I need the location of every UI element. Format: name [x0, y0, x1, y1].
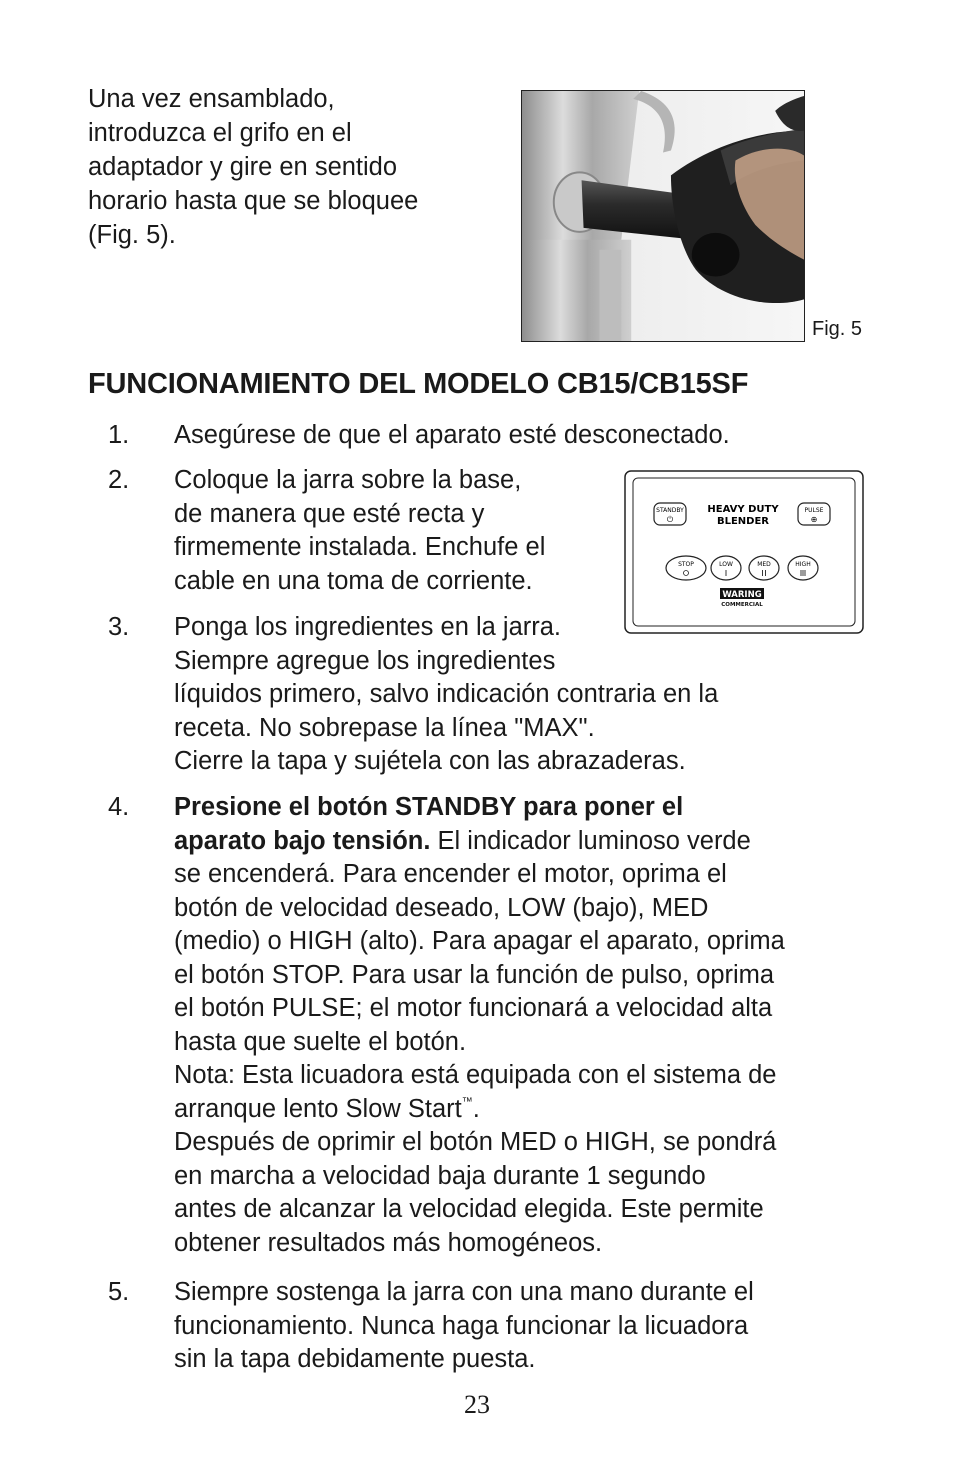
step-text — [174, 419, 730, 453]
standby-button — [654, 503, 686, 525]
svg-text:STOP: STOP — [678, 561, 694, 568]
step-text-span: El indicador luminoso verde — [430, 826, 751, 855]
step-number: 3. — [108, 613, 130, 641]
step-number: 2. — [108, 466, 130, 494]
pulse-button — [798, 503, 830, 525]
step-line: cable en una toma de corriente. — [174, 566, 533, 595]
intro-line: (Fig. 5). — [88, 221, 176, 249]
step-line: firmemente instalada. Enchufe el — [174, 533, 546, 561]
step-text — [174, 464, 545, 598]
intro-line: Una vez ensamblado, — [88, 85, 335, 113]
step-text — [174, 611, 718, 779]
step-number: 4. — [108, 793, 130, 821]
step-line: se encenderá. Para encender el motor, oprima el — [174, 860, 727, 888]
step-line: el botón PULSE; el motor funcionará a velocidad alta — [174, 994, 773, 1022]
svg-text:WARING: WARING — [722, 590, 762, 600]
low-button — [711, 556, 741, 580]
step-line: de manera que esté recta y — [174, 499, 485, 528]
step-line: obtener resultados más homogéneos. — [174, 1228, 603, 1257]
panel-title-line2: BLENDER — [716, 516, 770, 527]
step-line: Asegúrese de que el aparato esté desconectado. — [174, 421, 730, 449]
step-line: botón de velocidad deseado, LOW (bajo), MED — [174, 893, 709, 922]
step-line: sin la tapa debidamente puesta. — [174, 1345, 536, 1373]
period: . — [472, 1094, 480, 1123]
trademark-symbol: ™ — [461, 1095, 473, 1108]
figure-caption: Fig. 5 — [812, 318, 863, 340]
step-number: 1. — [108, 421, 130, 449]
step-line: líquidos primero, salvo indicación contraria en la — [174, 680, 719, 708]
step-line: Siempre agregue los ingredientes — [174, 646, 556, 675]
step-bold-text: aparato bajo tensión. — [174, 826, 431, 855]
figure-5-photo — [521, 90, 805, 342]
step-line: receta. No sobrepase la línea "MAX". — [174, 713, 595, 742]
step-line: en marcha a velocidad baja durante 1 segundo — [174, 1161, 706, 1190]
step-line: (medio) o HIGH (alto). Para apagar el aparato, oprima — [174, 927, 785, 955]
step-line: antes de alcanzar la velocidad elegida. Este permite — [174, 1195, 764, 1223]
step-line: Ponga los ingredientes en la jarra. — [174, 613, 561, 641]
high-button — [788, 556, 818, 580]
med-button — [749, 556, 779, 580]
step-number: 5. — [108, 1278, 130, 1306]
step-line: hasta que suelte el botón. — [174, 1027, 467, 1056]
intro-line: adaptador y gire en sentido — [88, 153, 398, 181]
page-number: 23 — [464, 1390, 490, 1419]
waring-logo — [720, 588, 764, 608]
svg-text:PULSE: PULSE — [804, 507, 824, 514]
step-line: Después de oprimir el botón MED o HIGH, se pondrá — [174, 1128, 777, 1156]
intro-paragraph — [88, 82, 488, 252]
step-line — [174, 791, 785, 825]
svg-text:MED: MED — [757, 561, 771, 568]
section-heading: FUNCIONAMIENTO DEL MODELO CB15/CB15SF — [88, 368, 749, 400]
slow-start-text: arranque lento Slow Start — [174, 1094, 462, 1123]
svg-text:HIGH: HIGH — [795, 561, 811, 568]
step-line: Cierre la tapa y sujétela con las abrazaderas. — [174, 747, 686, 775]
step-line — [174, 825, 785, 859]
intro-line: horario hasta que se bloquee — [88, 187, 419, 215]
step-line: Siempre sostenga la jarra con una mano durante el — [174, 1278, 754, 1306]
step-line: el botón STOP. Para usar la función de pulso, oprima — [174, 960, 775, 989]
control-panel-illustration — [624, 470, 864, 634]
svg-text:COMMERCIAL: COMMERCIAL — [721, 602, 763, 608]
step-line: Coloque la jarra sobre la base, — [174, 466, 522, 494]
step-text — [174, 1276, 754, 1377]
panel-title-line1: HEAVY DUTY — [707, 504, 779, 515]
stop-button — [666, 556, 706, 580]
intro-line: introduzca el grifo en el — [88, 119, 352, 147]
svg-text:LOW: LOW — [719, 561, 733, 568]
step-bold-text: Presione el botón STANDBY para poner el — [174, 793, 684, 821]
step-line: funcionamiento. Nunca haga funcionar la licuadora — [174, 1311, 749, 1340]
step-line — [174, 1093, 785, 1127]
step-text — [174, 791, 785, 1260]
svg-text:STANDBY: STANDBY — [656, 507, 684, 514]
svg-text:⏻: ⏻ — [666, 515, 674, 524]
step-line: Nota: Esta licuadora está equipada con el sistema de — [174, 1061, 777, 1089]
svg-text:⊕: ⊕ — [810, 515, 818, 524]
